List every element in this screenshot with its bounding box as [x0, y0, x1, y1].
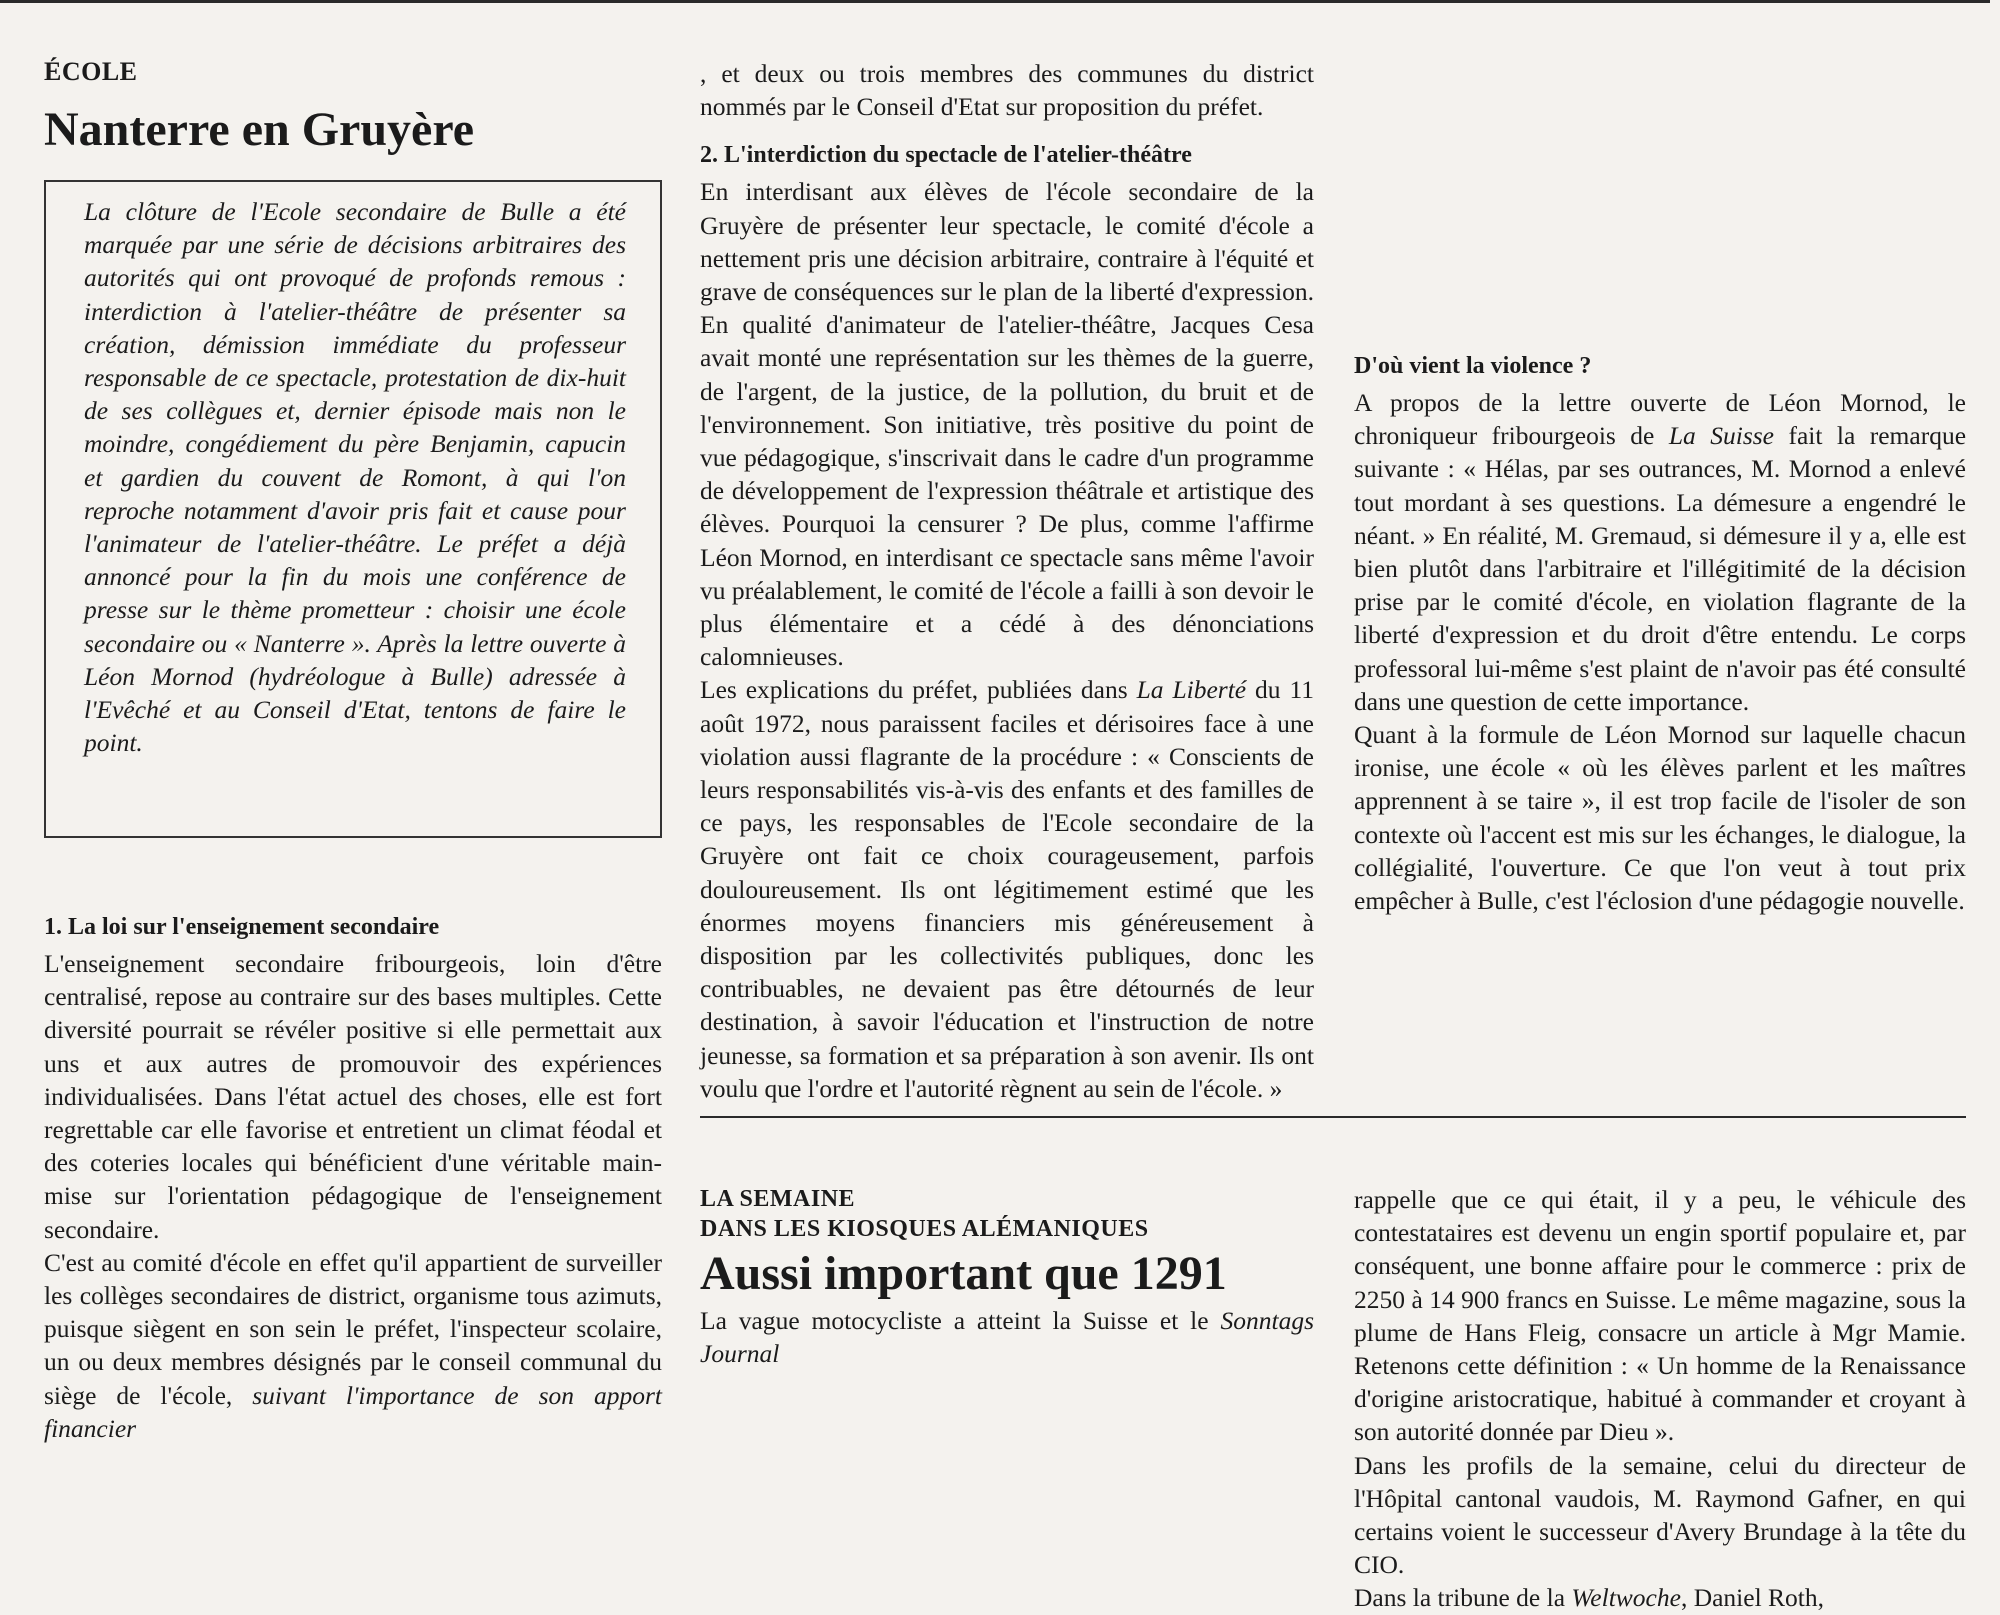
article1-header	[44, 56, 662, 158]
section-3	[1354, 350, 1966, 917]
s3-p1-text-b: fait la remarque suivante : « Hélas, par ses outrances, M. Mornod a enlevé tout mordant à ses questions. La démesure a engendré le néant. » En réalité, M. Gremaud, si démesure il y a, elle est bien plutôt dans l'arbitraire et l'illégitimité de la décision prise par le comité d'école, en violation flagrante de la liberté d'expression et du droit d'être entendu. Le corps professoral lui-même s'est plaint de n'avoir pas été consulté dans une question de cette importance.	[1354, 421, 1967, 716]
a2-p1-text-a: La vague motocycliste a atteint la Suisse et le	[700, 1306, 1209, 1335]
article1-rubric: ÉCOLE	[44, 57, 138, 86]
section-3-paragraph-1	[1354, 386, 1966, 718]
article2-column-3	[1354, 1183, 1966, 1615]
a2-p3-text-a: Dans la tribune de la	[1354, 1583, 1566, 1613]
article2-rubric-line-2: DANS LES KIOSQUES ALÉMANIQUES	[700, 1216, 1149, 1242]
section-2-paragraph-1: En interdisant aux élèves de l'école secondaire de la Gruyère de présenter leur spectacle, le comité d'école a nettement pris une décision arbitraire, contraire à l'équité et grave de conséquences sur le plan de la liberté d'expression. En qualité d'animateur de l'atelier-théâtre, Jacques Cesa avait monté une représentation sur les thèmes de la guerre, de l'argent, de la justice, de la pollution, du bruit et de l'environnement. Son initiative, très positive du point de vue pédagogique, s'inscrivait dans le cadre d'un programme de développement de l'expression théâtrale et artistique des élèves. Pourquoi la censurer ? De plus, comme l'affirme Léon Mornod, en interdisant ce spectacle sans même l'avoir vu préalablement, le comité de l'école a failli à son devoir le plus élémentaire et a cédé à des dénonciations calomnieuses.	[700, 177, 1314, 672]
s2-p2-text-a: Les explications du préfet, publiées dans	[700, 675, 1128, 705]
section-1-paragraph-2	[44, 1246, 662, 1445]
column-2-upper	[700, 57, 1314, 1105]
lead-box	[44, 180, 662, 838]
article2-paragraph-3	[1354, 1581, 1966, 1614]
s3-p1-text-a: A propos de la lettre ouverte de Léon Mornod, le chroniqueur fribourgeois de	[1354, 388, 1966, 451]
section-2-paragraph-2	[700, 673, 1314, 1105]
article2-paragraph-2: Dans les profils de la semaine, celui du directeur de l'Hôpital cantonal vaudois, M. Raymond Gafner, en qui certains voient le successeur d'Avery Brundage à la tête du CIO.	[1354, 1450, 1966, 1580]
section-1-continuation: , et deux ou trois membres des communes du district nommés par le Conseil d'Etat sur proposition du préfet.	[700, 59, 1314, 122]
a2-p3-italic: Weltwoche	[1571, 1583, 1681, 1613]
section-1	[44, 911, 662, 1445]
a2-p1-italic: Sonntags Journal	[700, 1306, 1314, 1369]
section-3-heading: D'où vient la violence ?	[1354, 353, 1592, 379]
s1-p2-italic: suivant l'importance de son apport financier	[44, 1380, 662, 1443]
s2-p2-italic: La Liberté	[1136, 675, 1247, 705]
article2-paragraph-1-continuation: rappelle que ce qui était, il y a peu, le véhicule des contestataires est devenu un engin sportif populaire et, par conséquent, une bonne affaire pour le commerce : prix de 2250 à 14 900 francs en Suisse. Le même magazine, sous la plume de Hans Fleig, consacre un article à Mgr Mamie. Retenons cette définition : « Un homme de la Renaissance d'origine aristocratique, habitué à commander et croyant à son autorité donnée par Dieu ».	[1354, 1185, 1966, 1447]
article2-paragraph-1	[700, 1304, 1314, 1370]
lead-text: La clôture de l'Ecole secondaire de Bulle a été marquée par une série de décisions arbitraires des autorités qui ont provoqué de profonds remous : interdiction à l'atelier-théâtre de présenter sa création, démission immédiate du professeur responsable de ce spectacle, protestation de dix-huit de ses collègues et, dernier épisode mais non le moindre, congédiement du père Benjamin, capucin et gardien du couvent de Romont, à qui l'on reproche notamment d'avoir pris fait et cause pour l'animateur de l'atelier-théâtre. Le préfet a déjà annoncé pour la fin du mois une conférence de presse sur le thème prometteur : choisir une école secondaire ou « Nanterre ». Après la lettre ouverte à Léon Mornod (hydréologue à Bulle) adressée à l'Evêché et au Conseil d'Etat, tentons de faire le point.	[84, 197, 626, 758]
s2-p2-text-b: du 11 août 1972, nous paraissent faciles et dérisoires face à une violation aussi flagrante de la procédure : « Conscients de leurs responsabilités vis-à-vis des enfants et des familles de ce pays, les responsables de l'Ecole secondaire de la Gruyère ont fait ce choix courageusement, parfois douloureusement. Ils ont légitimement estimé que les énormes moyens financiers mis généreusement à disposition par les collectivités publiques, donc les contribuables, ne devaient pas être détournés de leur destination, à savoir l'éducation et l'instruction de notre jeunesse, sa formation et sa préparation à son avenir. Ils ont voulu que l'ordre et l'autorité règnent au sein de l'école. »	[700, 675, 1315, 1103]
article-separator	[700, 1116, 1966, 1118]
section-1-heading: 1. La loi sur l'enseignement secondaire	[44, 914, 440, 940]
top-rule	[0, 0, 1990, 3]
article2-rubric-line-1: LA SEMAINE	[700, 1186, 856, 1212]
article2-title: Aussi important que 1291	[700, 1247, 1227, 1300]
s3-p1-italic: La Suisse	[1668, 421, 1774, 451]
article1-title: Nanterre en Gruyère	[44, 103, 475, 156]
s1-p2-text-a: C'est au comité d'école en effet qu'il appartient de surveiller les collèges secondaires de district, organisme tous azimuts, puisque siègent en son sein le préfet, l'inspecteur scolaire, un ou deux membres désignés par le conseil communal du siège de l'école,	[44, 1247, 662, 1410]
section-1-paragraph-1: L'enseignement secondaire fribourgeois, loin d'être centralisé, repose au contraire sur des bases multiples. Cette diversité pourrait se révéler positive si elle permettait aux uns et aux autres de promouvoir des expériences individualisées. Dans l'état actuel des choses, elle est fort regrettable car elle favorise et entretient un climat féodal et des coteries locales qui bénéficient d'une véritable main-mise sur l'orientation pédagogique de l'enseignement secondaire.	[44, 949, 662, 1244]
article2-column-2	[700, 1184, 1314, 1370]
section-3-paragraph-2: Quant à la formule de Léon Mornod sur laquelle chacun ironise, une école « où les élèves parlent et les maîtres apprennent à se taire », il est trop facile de l'isoler de son contexte où l'accent est mis sur les échanges, le dialogue, la collégialité, l'ouverture. Ce que l'on veut à tout prix empêcher à Bulle, c'est l'éclosion d'une pédagogie nouvelle.	[1354, 720, 1966, 916]
a2-p3-text-b: , Daniel Roth,	[1680, 1583, 1825, 1613]
section-2-heading: 2. L'interdiction du spectacle de l'atelier-théâtre	[700, 142, 1192, 169]
